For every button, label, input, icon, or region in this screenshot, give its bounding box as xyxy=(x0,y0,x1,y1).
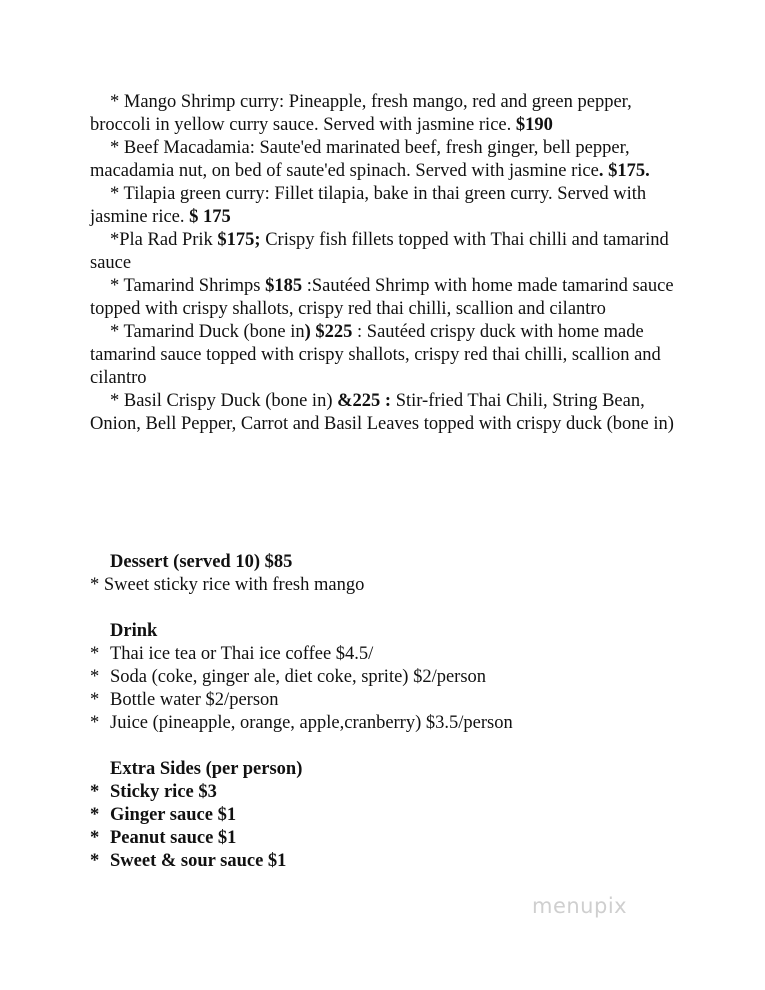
menu-item-basil-crispy-duck: * Basil Crispy Duck (bone in) &225 : Stir-fried Thai Chili, String Bean, Onion, Bell Pepper, Carrot and Basil Leaves topped with crispy duck (bone in) xyxy=(90,391,674,434)
drink-list xyxy=(90,643,513,735)
extra-sides-heading: Extra Sides (per person) xyxy=(110,759,303,779)
main-dishes-section xyxy=(90,91,690,436)
menu-item-pla-rad-prik: *Pla Rad Prik $175; Crispy fish fillets topped with Thai chilli and tamarind sauce xyxy=(90,230,669,273)
menu-item-beef-macadamia: * Beef Macadamia: Saute'ed marinated beef, fresh ginger, bell pepper, macadamia nut, on bed of saute'ed spinach. Served with jasmine rice. $175. xyxy=(90,138,650,181)
list-item: * Thai ice tea or Thai ice coffee $4.5/ xyxy=(90,644,374,664)
menu-item-mango-shrimp-curry: * Mango Shrimp curry: Pineapple, fresh mango, red and green pepper, broccoli in yellow curry sauce. Served with jasmine rice. $190 xyxy=(90,92,632,135)
menu-item-tilapia-green-curry: * Tilapia green curry: Fillet tilapia, bake in thai green curry. Served with jasmine rice. $ 175 xyxy=(90,184,647,227)
list-item: * Bottle water $2/person xyxy=(90,690,279,710)
dessert-heading: Dessert (served 10) $85 xyxy=(110,552,293,572)
list-item: * Juice (pineapple, orange, apple,cranberry) $3.5/person xyxy=(90,713,513,733)
drink-heading: Drink xyxy=(110,621,158,641)
list-item: * Soda (coke, ginger ale, diet coke, sprite) $2/person xyxy=(90,667,487,687)
list-item: * Ginger sauce $1 xyxy=(90,805,237,825)
list-item: * Sticky rice $3 xyxy=(90,782,217,802)
extra-sides-list xyxy=(90,781,286,873)
menu-item-tamarind-shrimps: * Tamarind Shrimps $185 :Sautéed Shrimp with home made tamarind sauce topped with crispy shallots, crispy red thai chilli, scallion and cilantro xyxy=(90,276,674,319)
dessert-item: * Sweet sticky rice with fresh mango xyxy=(90,575,365,595)
menu-item-tamarind-duck: * Tamarind Duck (bone in) $225 : Sautéed crispy duck with home made tamarind sauce topped with crispy shallots, crispy red thai chilli, scallion and cilantro xyxy=(90,322,661,388)
menupix-watermark: menupix xyxy=(532,894,628,918)
list-item: * Peanut sauce $1 xyxy=(90,828,237,848)
list-item: * Sweet & sour sauce $1 xyxy=(90,851,287,871)
